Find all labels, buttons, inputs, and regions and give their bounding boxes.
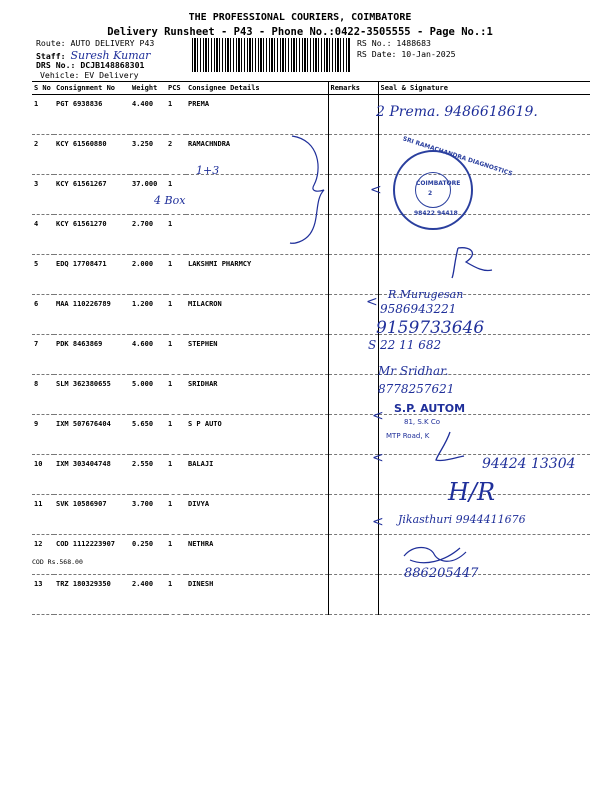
runsheet-table (32, 81, 590, 615)
row6-phone: 9586943221 (380, 302, 457, 316)
row9-mark: < (372, 408, 384, 424)
col-header-sno: S No (32, 82, 54, 95)
table-row (32, 415, 590, 455)
cell-sno: 7 (32, 335, 54, 375)
row11-signature: H/R (448, 478, 496, 506)
row1-signature: 2 Prema. 9486618619. (376, 104, 538, 120)
cell-consignee: DINESH (186, 575, 328, 615)
table-header-row (32, 82, 590, 95)
table-row (32, 575, 590, 615)
cell-pcs: 2 (166, 135, 186, 175)
cell-pcs: 1 (166, 375, 186, 415)
cell-sno: 6 (32, 295, 54, 335)
cell-consignment-no: PGT 6938836 (54, 95, 130, 135)
table-row (32, 215, 590, 255)
sp-stamp-line2: 81, S.K Co (404, 418, 441, 426)
cell-remarks (328, 575, 378, 615)
cell-consignment-no: KCY 61561267 (54, 175, 130, 215)
cell-consignee: NETHRA (186, 535, 328, 575)
cod-amount: COD Rs.568.00 (32, 558, 83, 566)
rs-number: RS No.: 1488683 (357, 38, 431, 48)
staff-label: Staff: (36, 51, 66, 61)
cell-pcs: 1 (166, 255, 186, 295)
diagnostics-stamp (393, 150, 473, 230)
cell-consignee: S P AUTO (186, 415, 328, 455)
cell-remarks (328, 415, 378, 455)
cell-consignee (186, 175, 328, 215)
cell-sno: 13 (32, 575, 54, 615)
cell-consignment-no: IXM 303404748 (54, 455, 130, 495)
row10-phone: 94424 13304 (482, 456, 576, 472)
cell-sno: 5 (32, 255, 54, 295)
cell-weight: 3.250 (130, 135, 166, 175)
cell-weight: 3.700 (130, 495, 166, 535)
drs-value: DCJB148868301 (80, 60, 145, 70)
row12-signature: Jikasthuri 9944411676 (398, 513, 526, 526)
cell-remarks (328, 255, 378, 295)
rs-date: RS Date: 10-Jan-2025 (357, 49, 456, 59)
drs-row (36, 60, 144, 70)
cell-weight: 2.000 (130, 255, 166, 295)
cell-consignee: SRIDHAR (186, 375, 328, 415)
cell-sno: 10 (32, 455, 54, 495)
cell-pcs: 1 (166, 415, 186, 455)
cell-pcs: 1 (166, 495, 186, 535)
cell-sno: 11 (32, 495, 54, 535)
table-row (32, 175, 590, 215)
col-header-signature: Seal & Signature (378, 82, 590, 95)
cell-sno: 4 (32, 215, 54, 255)
row7-phone: 9159733646 (376, 318, 485, 338)
cell-consignee: LAKSHMI PHARMCY (186, 255, 328, 295)
cell-weight: 2.550 (130, 455, 166, 495)
consignment-no-text: COD 1112223907 (56, 540, 116, 548)
cell-sno: 3 (32, 175, 54, 215)
cell-weight: 4.400 (130, 95, 166, 135)
cell-sno: 12 (32, 535, 54, 575)
cell-weight: 5.000 (130, 375, 166, 415)
cell-remarks (328, 375, 378, 415)
cell-sno: 8 (32, 375, 54, 415)
cell-consignment-no: KCY 61561270 (54, 215, 130, 255)
cell-remarks (328, 95, 378, 135)
cell-remarks (328, 215, 378, 255)
cell-pcs: 1 (166, 455, 186, 495)
cell-weight: 1.200 (130, 295, 166, 335)
cell-weight: 0.250 (130, 535, 166, 575)
cell-consignment-no: MAA 110226789 (54, 295, 130, 335)
cell-sno: 2 (32, 135, 54, 175)
row10-mark: < (372, 450, 384, 466)
stamp-center-number: 2 (428, 190, 433, 197)
col-header-remarks: Remarks (328, 82, 378, 95)
cell-pcs: 1 (166, 295, 186, 335)
cell-consignee: STEPHEN (186, 335, 328, 375)
route-text: Route: AUTO DELIVERY P43 (36, 38, 155, 48)
cell-weight: 5.650 (130, 415, 166, 455)
col-header-weight: Weight (130, 82, 166, 95)
cell-remarks (328, 495, 378, 535)
row3-pcs-note: 1+3 (196, 164, 220, 177)
vehicle-text: Vehicle: EV Delivery (40, 70, 139, 80)
table-row (32, 295, 590, 335)
table-row (32, 255, 590, 295)
cell-sno: 1 (32, 95, 54, 135)
drs-label: DRS No.: (36, 60, 76, 70)
stamp-center-text: COIMBATORE (416, 180, 461, 187)
company-title: THE PROFESSIONAL COURIERS, COIMBATORE (188, 12, 412, 23)
col-header-consignment: Consignment No (54, 82, 130, 95)
cell-pcs: 1 (166, 175, 186, 215)
cell-remarks (328, 455, 378, 495)
cell-consignment-no: EDQ 17708471 (54, 255, 130, 295)
sp-stamp-line3: MTP Road, K (386, 432, 430, 440)
row3-box-note: 4 Box (154, 194, 186, 207)
cell-sno: 9 (32, 415, 54, 455)
cell-consignment-no: KCY 61560880 (54, 135, 130, 175)
cell-remarks (328, 535, 378, 575)
cell-pcs: 1 (166, 335, 186, 375)
stamp-phone: 98422 94418 (414, 210, 458, 217)
staff-signature: Suresh Kumar (70, 49, 151, 62)
stamp-ring-text: SRI RAMACHANDRA DIAGNOSTICS (401, 135, 514, 178)
row3-mark: < (370, 182, 382, 198)
col-header-pcs: PCS (166, 82, 186, 95)
row8-signature: Mr Sridhar. 8778257621 (378, 364, 455, 396)
table-row (32, 535, 590, 575)
cell-consignment-no (32, 535, 130, 575)
stamp-inner-ring (415, 172, 451, 208)
cell-consignment-no: SLM 362380655 (54, 375, 130, 415)
barcode-image (192, 38, 350, 72)
row7-signature: S 22 11 682 (368, 338, 442, 352)
runsheet-title: Delivery Runsheet - P43 - Phone No.:0422-3505555 - Page No.:1 (107, 26, 493, 38)
cell-consignment-no: IXM 507676404 (54, 415, 130, 455)
cell-pcs: 1 (166, 215, 186, 255)
cell-consignment-no: TRZ 180329350 (54, 575, 130, 615)
row6-name: R.Murugesan (388, 288, 464, 301)
row12-mark: < (372, 514, 384, 530)
cell-consignee: MILACRON (186, 295, 328, 335)
col-header-consignee: Consignee Details (186, 82, 328, 95)
cell-consignee: PREMA (186, 95, 328, 135)
cell-weight: 2.400 (130, 575, 166, 615)
sp-stamp-name: S.P. AUTOM (394, 402, 466, 415)
cell-weight: 4.600 (130, 335, 166, 375)
row13-phone: 886205447 (404, 566, 479, 581)
cell-consignment-no: SVK 10586907 (54, 495, 130, 535)
cell-pcs: 1 (166, 95, 186, 135)
cell-remarks (328, 135, 378, 175)
cell-pcs: 1 (166, 535, 186, 575)
cell-pcs: 1 (166, 575, 186, 615)
cell-consignment-no: PDK 8463869 (54, 335, 130, 375)
row6-mark: < (366, 294, 378, 310)
cell-weight: 37.000 (130, 175, 166, 215)
cell-consignee: RAMACHNDRA (186, 135, 328, 175)
cell-consignee (186, 215, 328, 255)
cell-consignee: DIVYA (186, 495, 328, 535)
cell-weight: 2.700 (130, 215, 166, 255)
cell-consignee: BALAJI (186, 455, 328, 495)
